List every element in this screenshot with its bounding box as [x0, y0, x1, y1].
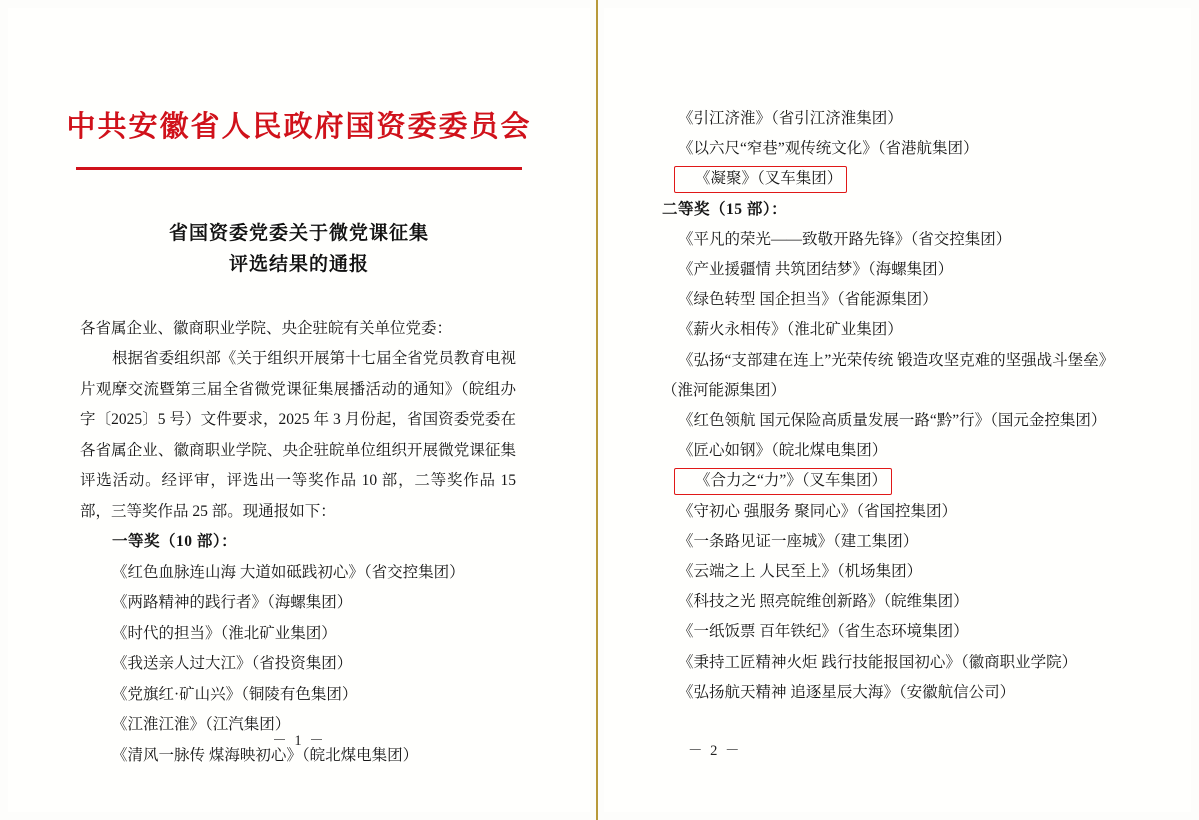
list-item-highlighted: [662, 466, 1135, 496]
list-item: 《弘扬“支部建在连上”光荣传统 锻造攻坚克难的坚强战斗堡垒》（淮河能源集团）: [662, 351, 1115, 399]
document-page-right: [598, 0, 1199, 820]
doc-title-line-2: 评选结果的通报: [228, 253, 369, 275]
list-item: 《科技之光 照亮皖维创新路》（皖维集团）: [678, 593, 969, 611]
list-item: 《弘扬航天精神 追逐星辰大海》（安徽航信公司）: [678, 683, 1016, 701]
doc-title-line-1: 省国资委党委关于微党课征集: [168, 222, 429, 244]
page-number-left: － 1 －: [272, 733, 326, 749]
list-item: 《守初心 强服务 聚同心》（省国控集团）: [678, 502, 958, 520]
document-page-left: [0, 0, 598, 820]
page-left-content: [8, 8, 590, 812]
list-item: 《匠心如钢》（皖北煤电集团）: [678, 442, 888, 460]
list-item: 《江淮江淮》（江汽集团）: [112, 716, 291, 733]
highlight-box: 《合力之“力”》（叉车集团）: [674, 468, 892, 495]
list-item: 《平凡的荣光——致敬开路先锋》（省交控集团）: [678, 230, 1012, 248]
list-item: 《我送亲人过大江》（省投资集团）: [112, 655, 353, 672]
second-award-heading: 二等奖（15 部）：: [662, 200, 788, 218]
list-item: 《绿色转型 国企担当》（省能源集团）: [678, 291, 938, 309]
first-award-heading: 一等奖（10 部）：: [112, 533, 238, 550]
list-item-highlighted: [662, 164, 1135, 194]
list-item: 《一纸饭票 百年铁纪》（省生态环境集团）: [678, 623, 969, 641]
list-item: 《红色血脉连山海 大道如砥践初心》（省交控集团）: [112, 563, 465, 581]
page-right-content: [604, 8, 1191, 812]
list-item: 《引江济淮》（省引江济淮集团）: [678, 110, 903, 127]
highlight-box: 《凝聚》（叉车集团）: [674, 166, 847, 193]
masthead-divider: [76, 167, 522, 170]
page-title: [8, 218, 590, 280]
list-item: 《云端之上 人民至上》（机场集团）: [678, 563, 923, 581]
list-item: 《两路精神的践行者》（海螺集团）: [112, 594, 353, 611]
page-number-right: － 2 －: [688, 743, 742, 759]
body-paragraph: 根据省委组织部《关于组织开展第十七届全省党员教育电视片观摩交流暨第三届全省微党课征集展播活动的通知》（皖组办字〔2025〕5 号）文件要求，2025 年 3 月份起，省国资委党委在各省属企业、徽商职业学院、央企驻皖单位组织开展微党课征集评选活动。经评审，评选出一等奖作品 10 部，二等奖作品 15 部，三等奖作品 25 部。现通报如下：: [80, 350, 516, 520]
document-body-left: [80, 314, 516, 772]
list-item: 《时代的担当》（淮北矿业集团）: [112, 624, 337, 642]
list-item: 《薪火永相传》（淮北矿业集团）: [678, 321, 903, 339]
list-item: 《红色领航 国元保险高质量发展一路“黔”行》（国元金控集团）: [678, 412, 1107, 430]
masthead-title: 中共安徽省人民政府国资委委员会: [66, 109, 532, 143]
list-item: 《产业援疆情 共筑团结梦》（海螺集团）: [678, 261, 954, 279]
document-body-right: [662, 104, 1135, 708]
list-item: 《党旗红·矿山兴》（铜陵有色集团）: [112, 685, 358, 703]
list-item: 《清风一脉传 煤海映初心》（皖北煤电集团）: [112, 746, 419, 764]
list-item: 《以六尺“窄巷”观传统文化》（省港航集团）: [678, 140, 979, 158]
list-item: 《秉持工匠精神火炬 践行技能报国初心》（徽商职业学院）: [678, 653, 1078, 671]
addressee-line: 各省属企业、徽商职业学院、央企驻皖有关单位党委：: [80, 319, 453, 337]
list-item: 《一条路见证一座城》（建工集团）: [678, 532, 919, 550]
